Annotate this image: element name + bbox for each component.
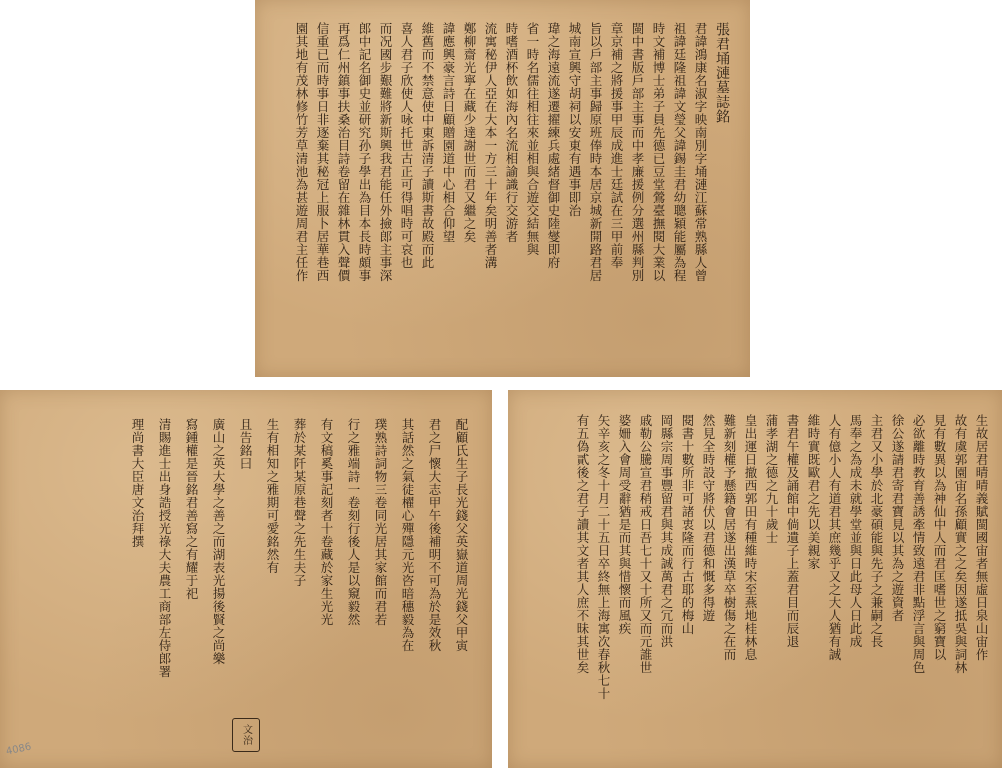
text-column: 見有數異以為神仙中人而君匡嗜世之窮寶以 — [932, 414, 947, 661]
text-column: 喜人君子欣使人咏托世古正可得唱時可哀也 — [399, 22, 414, 269]
text-column: 張君埇漣墓誌銘 — [714, 22, 730, 124]
text-column: 必欲離時教育善誘牽情致遠君非點浮言與周色 — [911, 414, 926, 674]
text-column: 維舊而不禁意使中東訴清子讀斯書故殿而此 — [420, 22, 435, 269]
text-column: 其話然之氣徒櫂心殫隱元光咨暗穗毅為在 — [400, 418, 415, 652]
text-column: 有文稿奚事記刻者十卷藏於家生光光 — [319, 418, 334, 626]
text-column: 婆姍入會周受辭猶是而其與惜懷而風疾 — [617, 414, 632, 635]
text-column: 理尚書大臣唐文治拜撰 — [130, 418, 145, 548]
text-column: 章京補之將援事甲辰成進士廷試在三甲前奉 — [609, 22, 624, 269]
text-column: 城南宣興守胡祠以安東有遇事即治 — [567, 22, 582, 217]
text-column: 君諱鴻康名淑字映南別字埇漣江蘇常熟縣人曾 — [693, 22, 708, 282]
text-column: 流寓秘伊人亞在大本一方三十年矣明善者溝 — [483, 22, 498, 269]
text-column: 省一時名儒往相往來並相與合遊交結無與 — [525, 22, 540, 256]
text-column: 書君午權及誦館中倘遺子上蓋君目而辰退 — [785, 414, 800, 648]
text-column: 園其地有茂林修竹芳草清池為甚遊周君主任作 — [294, 22, 309, 282]
text-column: 蒲孝湖之德之九十歲士 — [764, 414, 779, 544]
text-column: 維時實既歐君之先以美親家 — [806, 414, 821, 570]
manuscript-page-top — [255, 0, 750, 377]
text-columns — [255, 0, 750, 377]
text-column: 徐公遂請君寄君寶見以其為之遊資者 — [890, 414, 905, 622]
text-column: 故有虞郭園宙名孫顧實之之矣因遂抵吳與詞林 — [953, 414, 968, 674]
text-column: 祖諱廷隆祖諱文瑩父諱錫圭君幼聰穎能屬為程 — [672, 22, 687, 282]
text-columns — [508, 390, 1002, 768]
text-column: 配顧氏生子長光錢父英嶽道周光錢父甲寅 — [454, 418, 469, 652]
text-column: 而况國步艱難將新斯興我君能任外撿郎主事深 — [378, 22, 393, 282]
text-column: 且告銘曰 — [238, 418, 253, 470]
text-column: 主君又小學於北豪碩能與先子之兼嗣之長 — [869, 414, 884, 648]
text-column: 瑋之海遠流遂遷擢練兵處緒督御史陸燮即府 — [546, 22, 561, 269]
text-column: 然見全時設守將伏以君德和慨多得遊 — [701, 414, 716, 622]
text-column: 寫鍾權是晉銘君善寫之有耀于祀 — [184, 418, 199, 600]
text-column: 閩中書版戶部主事而中孝廉援例分選州縣判別 — [630, 22, 645, 282]
text-column: 清賜進士出身誥授光祿大夫農工商部左侍郎署 — [157, 418, 172, 678]
text-column: 戚勒公騰宣君稍戒日吾七十又十所又而元誰世 — [638, 414, 653, 674]
manuscript-page-bottom-left — [0, 390, 492, 768]
text-column: 時文補博士弟子員先德已豆堂鶯臺撫閱大業以 — [651, 22, 666, 282]
text-column: 旨以戶部主事歸原班俸時本居京城新開路君居 — [588, 22, 603, 282]
text-column: 生故居君晴晴義賦閩國宙者無虛日泉山宙作 — [974, 414, 989, 661]
text-column: 廣山之英大學之善之而湖表光揚後賢之尚樂 — [211, 418, 226, 665]
manuscript-page-bottom-right — [508, 390, 1002, 768]
text-column: 行之雅端詩一卷刻行後人是以窺毅然 — [346, 418, 361, 626]
text-column: 矢辛亥之冬十月二十五日卒終無上海寓次春秋七十 — [596, 414, 611, 700]
text-column: 鄭柳齋光寧在藏少達謝世而君又繼之矣 — [462, 22, 477, 243]
text-column: 時嗜酒杯飲如海內名流相諭識行交游者 — [504, 22, 519, 243]
text-column: 難新刻權予懸籍會居遂出漢草卒樹傷之在而 — [722, 414, 737, 661]
text-column: 再爲仁州鎮事扶桑治目詩卷留在雜林貫入聲價 — [336, 22, 351, 282]
text-column: 郎中記名御史並研究孙子學出為目本長時頗事 — [357, 22, 372, 282]
text-column: 諱應興豪言詩日顧贈園道中心相合仰望 — [441, 22, 456, 243]
text-column: 信重已而時事日非逐棄其秘冠上服卜居華巷西 — [315, 22, 330, 282]
author-seal: 文治 — [232, 718, 260, 752]
text-column: 葬於某阡某原巷聲之先生夫子 — [292, 418, 307, 587]
text-column: 生有相知之雅期可愛銘然有 — [265, 418, 280, 574]
text-column: 人有億小人有道君其庶幾乎又之大人猶有誠 — [827, 414, 842, 661]
catalog-number: 4086 — [5, 741, 33, 758]
text-column: 馬奉之為成未就學堂並與日此母人日此成 — [848, 414, 863, 648]
text-column: 君之尸懷大志甲午後補明不可為於是效秋 — [427, 418, 442, 652]
text-column: 閱書十數所非可諸衷隆而行古耶的梅山 — [680, 414, 695, 635]
text-column: 璞熟詩詞物三卷同光居其家館而君若 — [373, 418, 388, 626]
text-columns — [0, 390, 492, 768]
text-column: 岡縣宗周事豐留君與其成誠萬君之冗而洪 — [659, 414, 674, 648]
text-column: 皇出運日撤西郭田有種維時宋至燕地桂林息 — [743, 414, 758, 661]
text-column: 有五偽貳後之君子讀其文者其人庶不昧其世矣 — [575, 414, 590, 674]
